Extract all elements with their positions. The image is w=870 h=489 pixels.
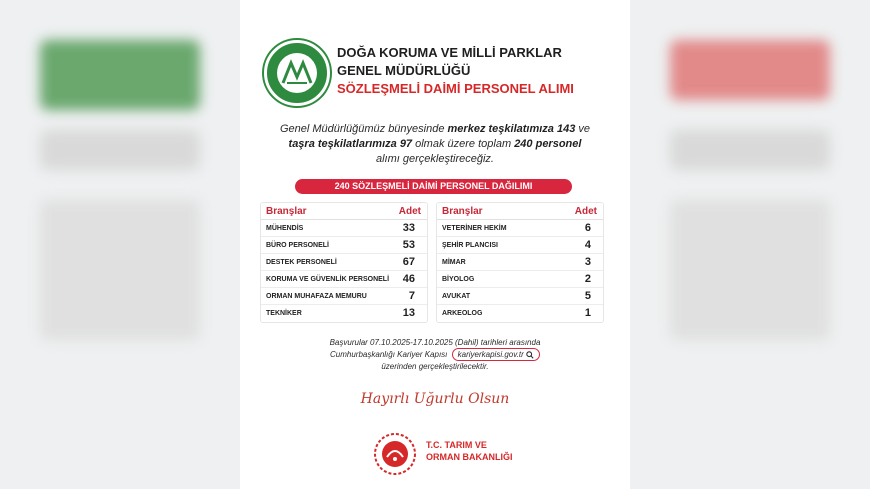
header-count: Adet: [398, 206, 421, 217]
table-row: [261, 220, 427, 237]
application-info: [240, 337, 630, 372]
signature-text: Hayırlı Uğurlu Olsun: [360, 391, 510, 407]
branch-count: 67: [402, 256, 415, 268]
org-title-line2: GENEL MÜDÜRLÜĞÜ: [337, 63, 471, 78]
portal-url: kariyerkapisi.gov.tr: [457, 350, 524, 359]
branch-name: TEKNİKER: [266, 310, 302, 317]
application-closing: üzerinden gerçekleştirilecektir.: [381, 362, 489, 371]
portal-link[interactable]: [452, 348, 540, 361]
blurred-text-right: [670, 130, 830, 170]
intro-text: alımı gerçekleştireceğiz.: [376, 153, 494, 165]
table-row: [437, 288, 603, 305]
org-title-line1: DOĞA KORUMA VE MİLLİ PARKLAR: [337, 45, 562, 60]
branch-count: 2: [584, 273, 591, 285]
application-portal-label: Cumhurbaşkanlığı Kariyer Kapısı: [330, 350, 448, 359]
blurred-background-right: [630, 0, 870, 489]
table-row: [261, 305, 427, 322]
blurred-background-left: [0, 0, 240, 489]
branch-count: 46: [402, 273, 415, 285]
branch-name: ORMAN MUHAFAZA MEMURU: [266, 293, 367, 300]
dkmp-logo-icon: [264, 40, 330, 106]
table-header: [437, 203, 603, 220]
branch-name: BİYOLOG: [442, 276, 475, 283]
branch-count: 1: [584, 307, 591, 319]
intro-text: olmak üzere toplam: [415, 138, 512, 150]
blurred-logo-left: [40, 40, 200, 110]
table-row: [261, 288, 427, 305]
branch-name: VETERİNER HEKİM: [442, 225, 507, 232]
blurred-table-right: [670, 200, 830, 340]
table-row: [437, 305, 603, 322]
announcement-poster: [240, 0, 630, 489]
intro-text: Genel Müdürlüğümüz bünyesinde: [279, 123, 445, 135]
branch-count: 3: [584, 256, 591, 268]
table-row: [437, 220, 603, 237]
table-header: [261, 203, 427, 220]
intro-paragraph: [240, 122, 630, 167]
branch-name: AVUKAT: [442, 293, 471, 300]
ministry-name-line1: T.C. TARIM VE: [426, 440, 487, 450]
branch-name: DESTEK PERSONELİ: [266, 259, 337, 266]
page-subtitle: SÖZLEŞMELİ DAİMİ PERSONEL ALIMI: [337, 81, 574, 96]
table-row: [437, 271, 603, 288]
intro-text: ve: [578, 123, 591, 135]
branch-count: 4: [584, 239, 591, 251]
intro-highlight: 240 personel: [514, 138, 582, 150]
branch-table-left: [260, 202, 428, 323]
distribution-banner: 240 SÖZLEŞMELİ DAİMİ PERSONEL DAĞILIMI: [295, 179, 572, 194]
branch-count: 33: [402, 222, 415, 234]
branch-name: BÜRO PERSONELİ: [266, 242, 330, 249]
table-row: [261, 237, 427, 254]
branch-count: 13: [402, 307, 415, 319]
application-dates: Başvurular 07.10.2025-17.10.2025 (Dahil) tarihleri arasında: [329, 338, 541, 347]
branch-count: 5: [584, 290, 591, 302]
intro-highlight: merkez teşkilatımıza 143: [447, 123, 576, 135]
branch-count: 6: [584, 222, 591, 234]
table-row: [437, 254, 603, 271]
blurred-text-left: [40, 130, 200, 170]
branch-count: 7: [408, 290, 415, 302]
blurred-table-left: [40, 200, 200, 340]
branch-table-right: [436, 202, 604, 323]
branch-count: 53: [402, 239, 415, 251]
branch-name: ARKEOLOG: [442, 310, 483, 317]
search-icon: [526, 351, 534, 359]
header-count: Adet: [574, 206, 597, 217]
table-row: [261, 271, 427, 288]
blurred-title-right: [670, 40, 830, 100]
branch-name: MİMAR: [442, 259, 466, 266]
table-row: [437, 237, 603, 254]
header-branch: Branşlar: [442, 206, 483, 217]
branch-name: KORUMA VE GÜVENLİK PERSONELİ: [266, 276, 390, 283]
header-branch: Branşlar: [266, 206, 307, 217]
branch-name: MÜHENDİS: [266, 225, 304, 232]
intro-highlight: taşra teşkilatlarımıza 97: [288, 138, 413, 150]
ministry-name-line2: ORMAN BAKANLIĞI: [426, 452, 513, 462]
table-row: [261, 254, 427, 271]
ministry-emblem-icon: [372, 431, 418, 477]
branch-name: ŞEHİR PLANCISI: [442, 242, 499, 249]
